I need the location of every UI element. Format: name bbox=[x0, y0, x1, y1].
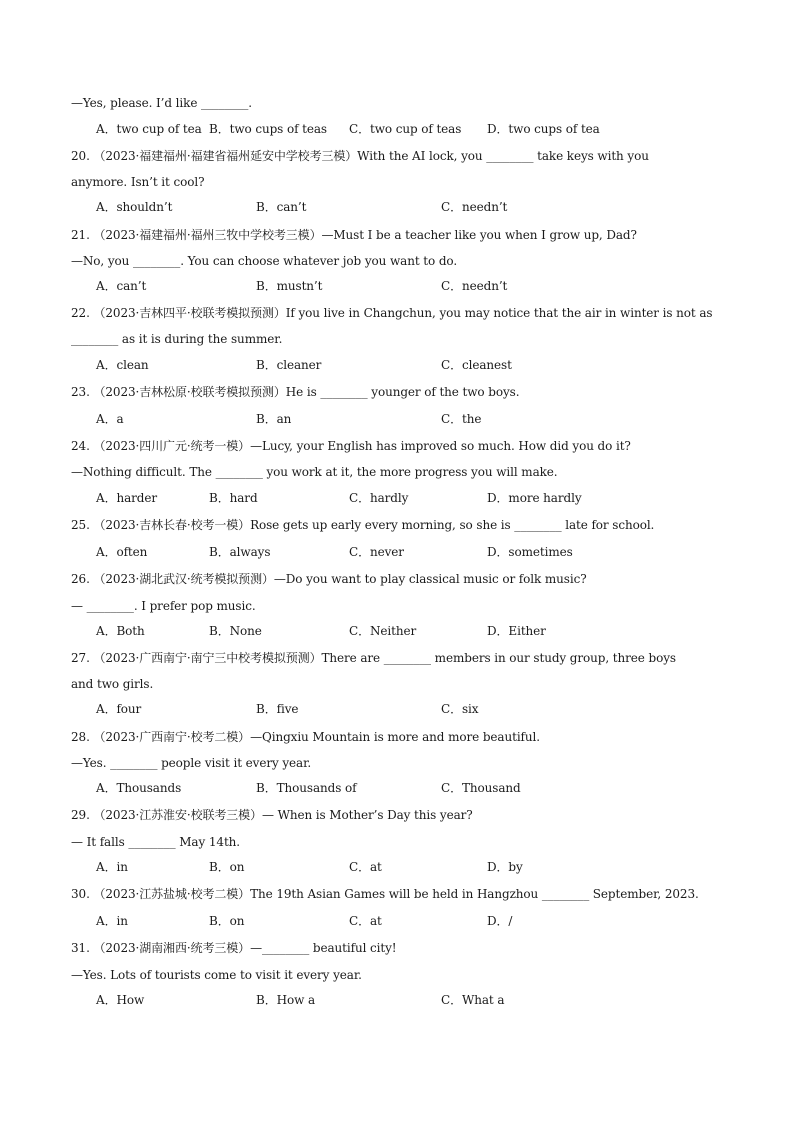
q30-option-d[interactable]: D．/ bbox=[487, 914, 513, 928]
q27-option-a[interactable]: A．four bbox=[96, 702, 142, 716]
q21-option-a[interactable]: A．can’t bbox=[96, 279, 147, 293]
q28-option-c[interactable]: C．Thousand bbox=[441, 781, 521, 795]
q28-option-b[interactable]: B．Thousands of bbox=[256, 781, 357, 795]
q28-stem-line1: 28. （2023·广西南宁·校考二模）—Qingxiu Mountain is more and more beautiful. bbox=[71, 730, 540, 744]
q19-option-b[interactable]: B．two cups of teas bbox=[209, 122, 327, 136]
q24-option-c[interactable]: C．hardly bbox=[349, 491, 409, 505]
q24-option-d[interactable]: D．more hardly bbox=[487, 491, 582, 505]
q19-answer-line: —Yes, please. I’d like ________. bbox=[71, 96, 252, 110]
q30-option-b[interactable]: B．on bbox=[209, 914, 245, 928]
q20-stem-line1: 20. （2023·福建福州·福建省福州延安中学校考三模）With the AI lock, you ________ take keys with you bbox=[71, 149, 649, 163]
q29-option-a[interactable]: A．in bbox=[96, 860, 128, 874]
q24-stem-line2: —Nothing difficult. The ________ you work at it, the more progress you will make. bbox=[71, 465, 558, 479]
q31-option-c[interactable]: C．What a bbox=[441, 993, 505, 1007]
q25-option-b[interactable]: B．always bbox=[209, 545, 271, 559]
q19-option-d[interactable]: D．two cups of tea bbox=[487, 122, 600, 136]
q25-option-c[interactable]: C．never bbox=[349, 545, 404, 559]
q31-option-b[interactable]: B．How a bbox=[256, 993, 316, 1007]
q25-option-a[interactable]: A．often bbox=[96, 545, 148, 559]
q21-stem-line1: 21. （2023·福建福州·福州三牧中学校考三模）—Must I be a teacher like you when I grow up, Dad? bbox=[71, 228, 637, 242]
q20-stem-line2: anymore. Isn’t it cool? bbox=[71, 175, 205, 189]
q29-stem-line1: 29. （2023·江苏淮安·校联考三模）— When is Mother’s Day this year? bbox=[71, 808, 473, 822]
q29-option-b[interactable]: B．on bbox=[209, 860, 245, 874]
q28-stem-line2: —Yes. ________ people visit it every year. bbox=[71, 756, 312, 770]
q22-stem-line2: ________ as it is during the summer. bbox=[71, 332, 283, 346]
q24-stem-line1: 24. （2023·四川广元·统考一模）—Lucy, your English has improved so much. How did you do it? bbox=[71, 439, 631, 453]
q23-option-a[interactable]: A．a bbox=[96, 412, 124, 426]
q26-option-d[interactable]: D．Either bbox=[487, 624, 546, 638]
q25-option-d[interactable]: D．sometimes bbox=[487, 545, 573, 559]
q23-option-c[interactable]: C．the bbox=[441, 412, 482, 426]
q27-option-c[interactable]: C．six bbox=[441, 702, 479, 716]
q22-stem-line1: 22. （2023·吉林四平·校联考模拟预测）If you live in Changchun, you may notice that the air in winter is not as bbox=[71, 306, 713, 320]
q29-option-c[interactable]: C．at bbox=[349, 860, 382, 874]
q24-option-b[interactable]: B．hard bbox=[209, 491, 258, 505]
q22-option-c[interactable]: C．cleanest bbox=[441, 358, 512, 372]
q20-option-c[interactable]: C．needn’t bbox=[441, 200, 508, 214]
q30-option-a[interactable]: A．in bbox=[96, 914, 128, 928]
q24-option-a[interactable]: A．harder bbox=[96, 491, 158, 505]
q30-stem: 30. （2023·江苏盐城·校考二模）The 19th Asian Games will be held in Hangzhou ________ September, 2023. bbox=[71, 887, 699, 901]
q20-option-a[interactable]: A．shouldn’t bbox=[96, 200, 173, 214]
q27-stem-line1: 27. （2023·广西南宁·南宁三中校考模拟预测）There are ________ members in our study group, three boys bbox=[71, 651, 676, 665]
q26-option-a[interactable]: A．Both bbox=[96, 624, 145, 638]
q21-option-c[interactable]: C．needn’t bbox=[441, 279, 508, 293]
q22-option-b[interactable]: B．cleaner bbox=[256, 358, 322, 372]
q23-stem: 23. （2023·吉林松原·校联考模拟预测）He is ________ younger of the two boys. bbox=[71, 385, 520, 399]
q20-option-b[interactable]: B．can’t bbox=[256, 200, 307, 214]
q26-stem-line1: 26. （2023·湖北武汉·统考模拟预测）—Do you want to play classical music or folk music? bbox=[71, 572, 587, 586]
q21-stem-line2: —No, you ________. You can choose whatever job you want to do. bbox=[71, 254, 458, 268]
q19-option-a[interactable]: A．two cup of tea bbox=[96, 122, 202, 136]
q27-option-b[interactable]: B．five bbox=[256, 702, 299, 716]
q26-option-c[interactable]: C．Neither bbox=[349, 624, 417, 638]
q30-option-c[interactable]: C．at bbox=[349, 914, 382, 928]
q22-option-a[interactable]: A．clean bbox=[96, 358, 149, 372]
q27-stem-line2: and two girls. bbox=[71, 677, 154, 691]
q29-stem-line2: — It falls ________ May 14th. bbox=[71, 835, 241, 849]
q25-stem: 25. （2023·吉林长春·校考一模）Rose gets up early every morning, so she is ________ late for school. bbox=[71, 518, 655, 532]
q28-option-a[interactable]: A．Thousands bbox=[96, 781, 182, 795]
q29-option-d[interactable]: D．by bbox=[487, 860, 523, 874]
q26-option-b[interactable]: B．None bbox=[209, 624, 262, 638]
q23-option-b[interactable]: B．an bbox=[256, 412, 292, 426]
q21-option-b[interactable]: B．mustn’t bbox=[256, 279, 323, 293]
q31-stem-line1: 31. （2023·湖南湘西·统考三模）—________ beautiful city! bbox=[71, 941, 397, 955]
q31-stem-line2: —Yes. Lots of tourists come to visit it every year. bbox=[71, 968, 362, 982]
q31-option-a[interactable]: A．How bbox=[96, 993, 145, 1007]
q19-option-c[interactable]: C．two cup of teas bbox=[349, 122, 462, 136]
q26-stem-line2: — ________. I prefer pop music. bbox=[71, 599, 256, 613]
